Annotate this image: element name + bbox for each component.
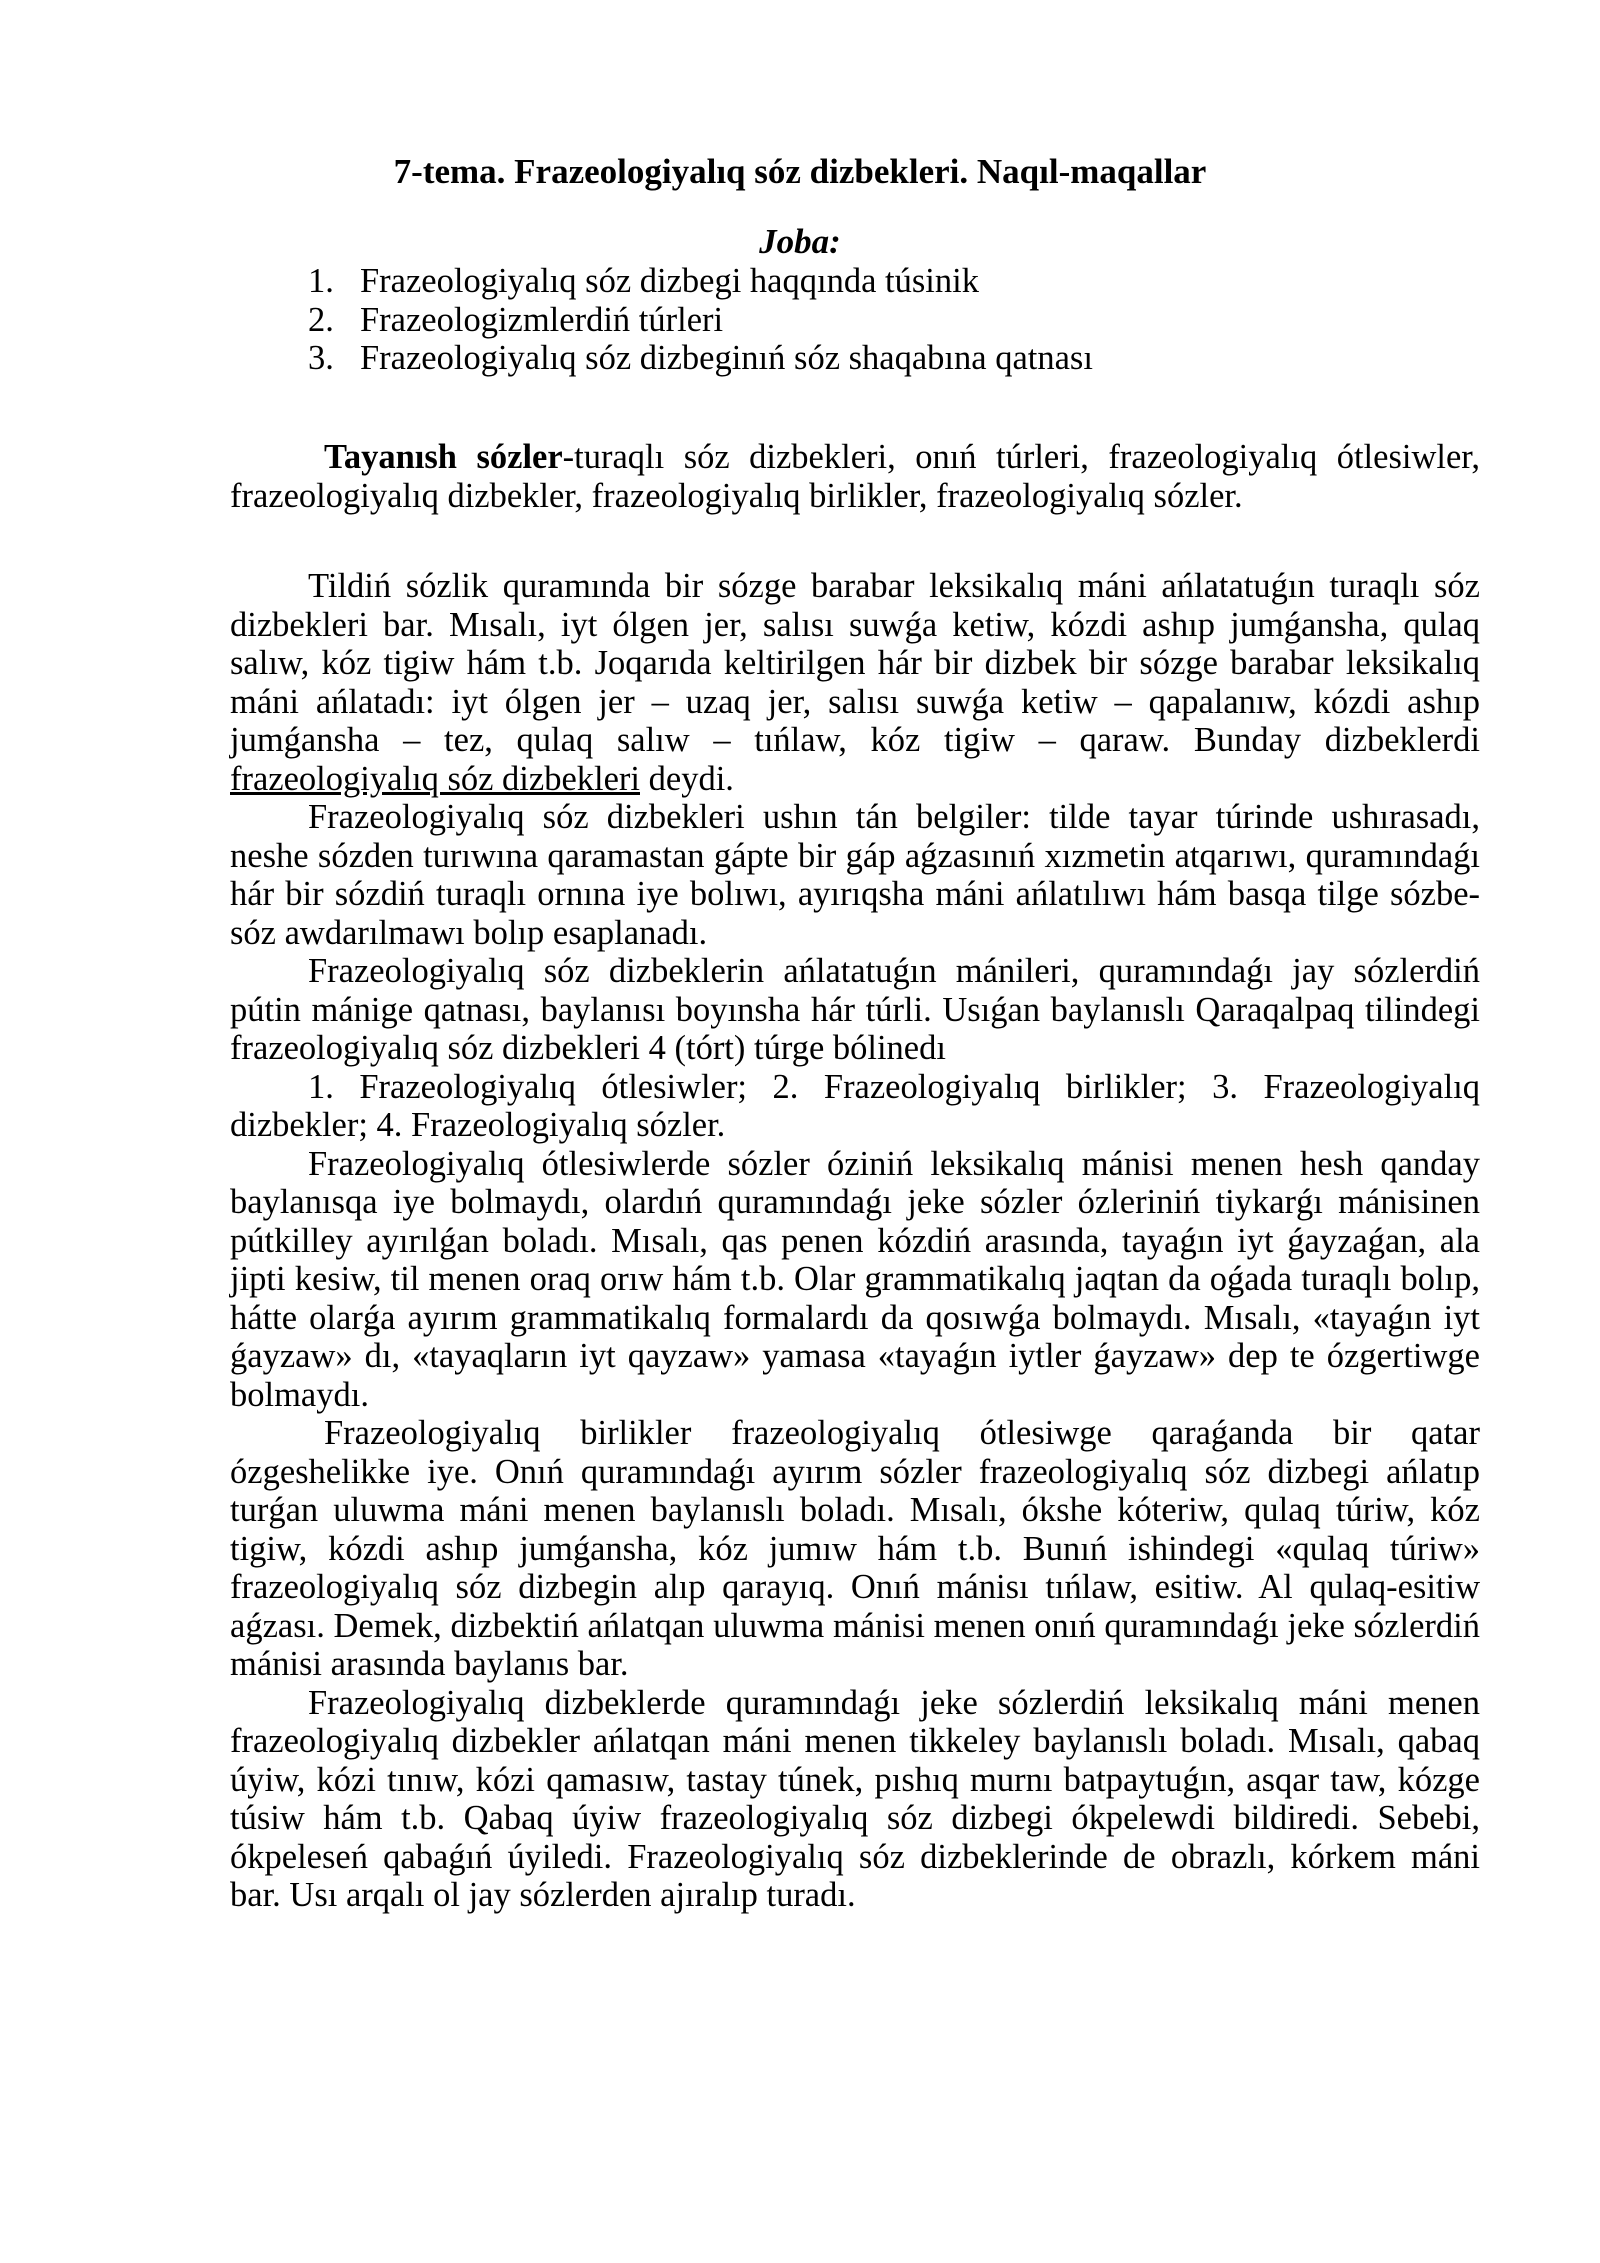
page-title: 7-tema. Frazeologiyalıq sóz dizbekleri. Naqıl-maqallar [393, 152, 1207, 191]
paragraph-5: Frazeologiyalıq ótlesiwlerde sózler óziniń leksikalıq mánisi menen hesh qanday baylanısqa iye bolmaydı, olardıń quramındaǵı jeke sózler ózleriniń tiykarǵı mánisinen pútkilley ayırılǵan boladı. Mısalı, qas penen kózdiń arasında, tayaǵın iyt ǵayzaǵan, ala jipti kesiw, til menen oraq orıw hám t.b. Olar grammatikalıq jaqtan da oǵada turaqlı bolıp, hátte olarǵa ayırım grammatikalıq formalardı da qosıwǵa bolmaydı. Mısalı, «tayaǵın iyt ǵayzaw» dı, «tayaqların iyt qayzaw» yamasa «tayaǵın iytler ǵayzaw» dep te ózgertiwge bolmaydı. [230, 1144, 1480, 1414]
paragraph-1 [230, 567, 1480, 798]
paragraph-6: Frazeologiyalıq birlikler frazeologiyalıq ótlesiwge qaraǵanda bir qatar ózgeshelikke iye. Onıń quramındaǵı ayırım sózler frazeologiyalıq sóz dizbegi ańlatıp turǵan uluwma máni menen baylanıslı boladı. Mısalı, ókshe kóteriw, qulaq túriw, kóz tigiw, kózdi ashıp jumǵansha, kóz jumıw hám t.b. Bunıń ishindegi «qulaq túriw» frazeologiyalıq sóz dizbegin alıp qarayıq. Onıń mánisı tıńlaw, esitiw. Al qulaq-esitiw aǵzası. Demek, dizbektiń ańlatqan uluwma mánisi menen onıń quramındaǵı jeke sózlerdiń mánisi arasında baylanıs bar. [230, 1414, 1480, 1683]
plan-item-text: Frazeologiyalıq sóz dizbeginıń sóz shaqabına qatnası [360, 339, 1093, 377]
paragraph-3: Frazeologiyalıq sóz dizbeklerin ańlatatuǵın mánileri, quramındaǵı jay sózlerdiń pútin mánige qatnası, baylanısı boyınsha hár túrli. Usıǵan baylanıslı Qaraqalpaq tilindegi frazeologiyalıq sóz dizbekleri 4 (tórt) túrge bólinedı [230, 952, 1480, 1067]
paragraph-1-end: deydi. [640, 759, 734, 798]
plan-item-text: Frazeologizmlerdiń túrleri [360, 300, 724, 339]
paragraph-4: 1. Frazeologiyalıq ótlesiwler; 2. Frazeologiyalıq birlikler; 3. Frazeologiyalıq dizbekler; 4. Frazeologiyalıq sózler. [230, 1067, 1480, 1144]
plan-item [308, 339, 1408, 378]
paragraph-1-text: Tildiń sózlik quramında bir sózge barabar leksikalıq máni ańlatatuǵın turaqlı sóz dizbekleri bar. Mısalı, iyt ólgen jer, salısı suwǵa ketiw, kózdi ashıp jumǵansha, qulaq salıw, kóz tigiw hám t.b. Joqarıda keltirilgen hár bir dizbek bir sózge barabar leksikalıq máni ańlatadı: iyt ólgen jer – uzaq jer, salısı suwǵa ketiw – qapalanıw, kózdi ashıp jumǵansha – tez, qulaq salıw – tıńlaw, kóz tigiw – qaraw. Bunday dizbeklerdi [230, 567, 1480, 759]
keywords-block [230, 438, 1480, 515]
plan-item-text: Frazeologiyalıq sóz dizbegi haqqında túsinik [360, 262, 979, 300]
plan-item [308, 262, 1408, 301]
paragraph-7: Frazeologiyalıq dizbeklerde quramındaǵı jeke sózlerdiń leksikalıq máni menen frazeologiyalıq dizbekler ańlatqan máni menen tikkeley baylanıslı boladı. Mısalı, qabaq úyiw, kózi tınıw, kózi qamasıw, tastay túnek, pıshıq murnı batpaytuǵın, asqar taw, kózge túsiw hám t.b. Qabaq úyiw frazeologiyalıq sóz dizbegi ókpelewdi bildiredi. Sebebi, ókpeleseń qabaǵıń úyiledi. Frazeologiyalıq sóz dizbeklerinde de obrazlı, kórkem máni bar. Usı arqalı ol jay sózlerden ajıralıp turadı. [230, 1683, 1480, 1914]
keywords-paragraph [230, 438, 1480, 515]
paragraph-2: Frazeologiyalıq sóz dizbekleri ushın tán belgiler: tilde tayar túrinde ushırasadı, neshe sózden turıwına qaramastan gápte bir gáp aǵzasınıń xızmetin atqarıwı, quramındaǵı hár bir sózdiń turaqlı ornına iye bolıwı, ayırıqsha máni ańlatılıwı hám basqa tilge sózbe-sóz awdarılmawı bolıp esaplanadı. [230, 798, 1480, 952]
main-text [230, 567, 1480, 1915]
keywords-text: -turaqlı sóz dizbekleri, onıń túrleri, frazeologiyalıq ótlesiwler, frazeologiyalıq dizbekler, frazeologiyalıq birlikler, frazeologiyalıq sózler. [230, 438, 1480, 515]
plan-list [308, 262, 1408, 378]
keywords-label: Tayanısh sózler [324, 438, 563, 476]
plan-item-number: 2. [308, 300, 334, 339]
plan-heading: Joba: [759, 222, 841, 261]
plan-item-number: 1. [308, 262, 334, 300]
plan-item-number: 3. [308, 339, 334, 377]
plan-item [308, 301, 1408, 340]
underlined-term: frazeologiyalıq sóz dizbekleri [230, 759, 640, 798]
